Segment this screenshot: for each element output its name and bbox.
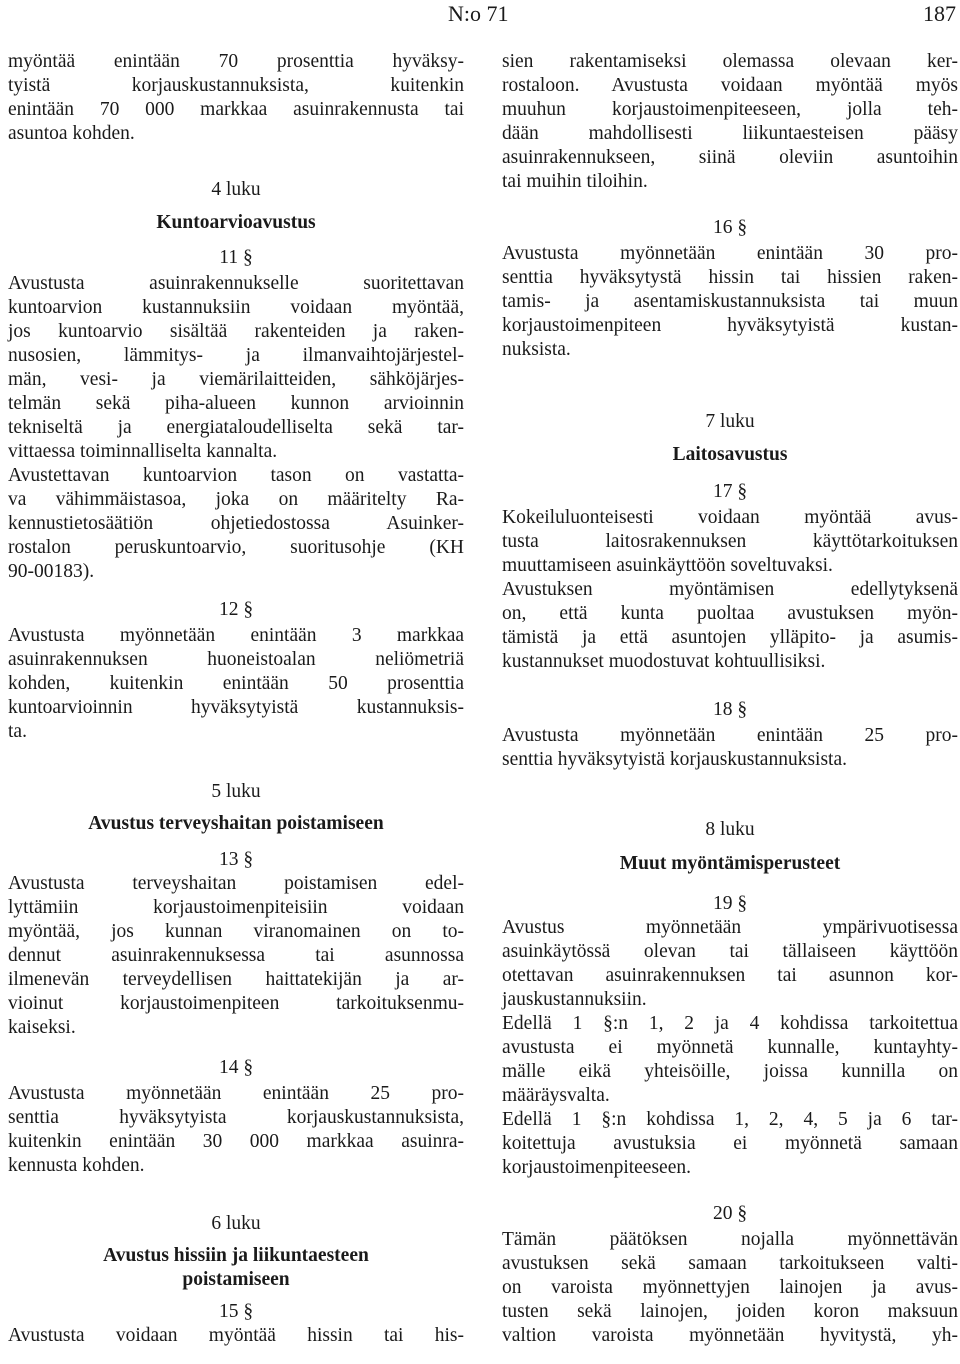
text-line: jos kuntoarvio sisältää rakenteiden ja raken-	[8, 321, 464, 342]
text-line: telmän sekä piha-alueen kunnon arvioinnin	[8, 393, 464, 414]
text-line: Avustusta terveyshaitan poistamisen edel-	[8, 873, 464, 894]
text-line: otettavan asuinrakennuksen tai asunnon kor-	[502, 965, 958, 986]
text-line: 90-00183).	[8, 561, 95, 582]
section-title: poistamiseen	[182, 1269, 290, 1290]
issue-number: N:o 71	[448, 1, 509, 26]
section-title: Avustus terveyshaitan poistamiseen	[88, 813, 384, 834]
text-line: kuntoarvioinnin hyväksytyistä kustannuksis-	[8, 697, 464, 718]
text-line: dään mahdollisesti liikuntaesteisen pääsy	[502, 123, 958, 144]
section-title: Avustus hissiin ja liikuntaesteen	[103, 1245, 369, 1266]
section-heading: 15 §	[218, 1301, 254, 1322]
section-heading: 16 §	[712, 217, 748, 238]
text-line: avustuksen sekä samaan tarkoitukseen valti-	[502, 1253, 958, 1274]
text-line: senttia hyväksytyistä korjauskustannuksista.	[502, 749, 848, 770]
section-heading: 12 §	[218, 599, 254, 620]
text-line: on, että kunta puoltaa avustuksen myön-	[502, 603, 958, 624]
section-heading: 14 §	[218, 1057, 254, 1078]
text-line: tyistä korjauskustannuksista, kuitenkin	[8, 75, 464, 96]
text-line: jauskustannuksiin.	[502, 989, 647, 1010]
text-line: Avustusta myönnetään enintään 30 pro-	[502, 243, 958, 264]
section-heading: 6 luku	[211, 1213, 261, 1234]
text-line: Avustusta myönnetään enintään 3 markkaa	[8, 625, 464, 646]
section-heading: 4 luku	[211, 179, 261, 200]
section-title: Kuntoarvioavustus	[156, 212, 316, 233]
text-line: vittaessa toiminnalliselta kannalta.	[8, 441, 278, 462]
text-line: kennustietosäätiön ohjetiedostossa Asuinker-	[8, 513, 464, 534]
section-heading: 13 §	[218, 849, 254, 870]
section-heading: 11 §	[219, 247, 253, 268]
text-line: tamis- ja asentamiskustannuksista tai muun	[502, 291, 958, 312]
section-heading: 7 luku	[705, 411, 755, 432]
text-line: ta.	[8, 721, 27, 742]
text-line: asuinrakennuksen huoneistoalan neliömetriä	[8, 649, 464, 670]
section-title: Laitosavustus	[672, 444, 788, 465]
section-heading: 5 luku	[211, 781, 261, 802]
text-line: mälle eikä yhteisöille, joissa kunnilla on	[502, 1061, 958, 1082]
text-line: enintään 70 000 markkaa asuinrakennusta tai	[8, 99, 464, 120]
text-line: muuhun korjaustoimenpiteeseen, jolla teh-	[502, 99, 958, 120]
text-line: senttia hyväksytyista korjauskustannuksista,	[8, 1107, 464, 1128]
text-line: lyttämiin korjaustoimenpiteisiin voidaan	[8, 897, 464, 918]
text-line: Tämän päätöksen nojalla myönnettävän	[502, 1229, 958, 1250]
text-line: vioinut korjaustoimenpiteen tarkoituksenmu-	[8, 993, 464, 1014]
text-line: kennusta kohden.	[8, 1155, 145, 1176]
text-line: Kokeiluluonteisesti voidaan myöntää avus-	[502, 507, 958, 528]
section-heading: 17 §	[712, 481, 748, 502]
text-line: rostaloon. Avustusta voidaan myöntää myös	[502, 75, 958, 96]
text-line: on varoista myönnettyjen lainojen ja avus-	[502, 1277, 958, 1298]
text-line: män, vesi- ja viemärilaitteiden, sähköjärjes-	[8, 369, 464, 390]
text-line: sien rakentamiseksi olemassa olevaan ker-	[502, 51, 958, 72]
text-line: Avustusta myönnetään enintään 25 pro-	[502, 725, 958, 746]
section-heading: 18 §	[712, 699, 748, 720]
text-line: nuksista.	[502, 339, 571, 360]
text-line: va vähimmäistasoa, joka on määritelty Ra-	[8, 489, 464, 510]
text-line: asuntoa kohden.	[8, 123, 135, 144]
text-line: Avustusta voidaan myöntää hissin tai his-	[8, 1325, 464, 1346]
text-line: määräysvalta.	[502, 1085, 610, 1106]
text-line: tusten sekä lainojen, joiden koron maksuun	[502, 1301, 958, 1322]
text-line: Avustus myönnetään ympärivuotisessa	[502, 917, 958, 938]
text-line: korjaustoimenpiteen hyväksytyistä kustan-	[502, 315, 958, 336]
text-line: kohden, kuitenkin enintään 50 prosenttia	[8, 673, 464, 694]
section-heading: 20 §	[712, 1203, 748, 1224]
text-line: valtion varoista myönnetään hyvitystä, yh-	[502, 1325, 958, 1346]
section-title: Muut myöntämisperusteet	[619, 853, 841, 874]
text-line: tekniseltä ja energiataloudelliselta sekä tar-	[8, 417, 464, 438]
text-line: tai muihin tiloihin.	[502, 171, 648, 192]
text-line: kuntoarvion kustannuksiin voidaan myöntää,	[8, 297, 464, 318]
text-line: kustannukset muodostuvat kohtuullisiksi.	[502, 651, 826, 672]
text-line: senttia hyväksytystä hissin tai hissien raken-	[502, 267, 958, 288]
text-line: myöntää enintään 70 prosenttia hyväksy-	[8, 51, 464, 72]
text-line: dennut asuinrakennuksessa tai asunnossa	[8, 945, 464, 966]
section-heading: 19 §	[712, 893, 748, 914]
text-line: rostalon peruskuntoarvio, suoritusohje (KH	[8, 537, 464, 558]
text-line: asuinkäytössä olevan tai tällaiseen käyttöön	[502, 941, 958, 962]
text-line: Edellä 1 §:n kohdissa 1, 2, 4, 5 ja 6 tar-	[502, 1109, 958, 1130]
text-line: nusosien, lämmitys- ja ilmanvaihtojärjestel-	[8, 345, 464, 366]
text-line: muuttamiseen asuinkäyttöön soveltuvaksi.	[502, 555, 833, 576]
text-line: kuitenkin enintään 30 000 markkaa asuinra-	[8, 1131, 464, 1152]
text-line: avustusta ei myönnetä kunnalle, kuntayhty-	[502, 1037, 958, 1058]
text-line: koitettuja avustuksia ei myönnetä samaan	[502, 1133, 958, 1154]
text-line: asuinrakennukseen, siinä oleviin asuntoihin	[502, 147, 958, 168]
text-line: tusta laitosrakennuksen käyttötarkoituksen	[502, 531, 958, 552]
text-line: kaiseksi.	[8, 1017, 76, 1038]
section-heading: 8 luku	[705, 819, 755, 840]
text-line: korjaustoimenpiteeseen.	[502, 1157, 691, 1178]
text-line: Avustusta myönnetään enintään 25 pro-	[8, 1083, 464, 1104]
text-line: Avustettavan kuntoarvion tason on vastatta-	[8, 465, 464, 486]
text-line: Edellä 1 §:n 1, 2 ja 4 kohdissa tarkoitettua	[502, 1013, 958, 1034]
text-line: Avustuksen myöntämisen edellytyksenä	[502, 579, 958, 600]
text-line: Avustusta asuinrakennukselle suoritettavan	[8, 273, 464, 294]
page-number: 187	[923, 1, 956, 26]
text-line: tämistä ja että asuntojen ylläpito- ja asumis-	[502, 627, 958, 648]
text-line: myöntää, jos kunnan viranomainen on to-	[8, 921, 464, 942]
text-line: ilmenevän terveydellisen haittatekijän ja ar-	[8, 969, 464, 990]
